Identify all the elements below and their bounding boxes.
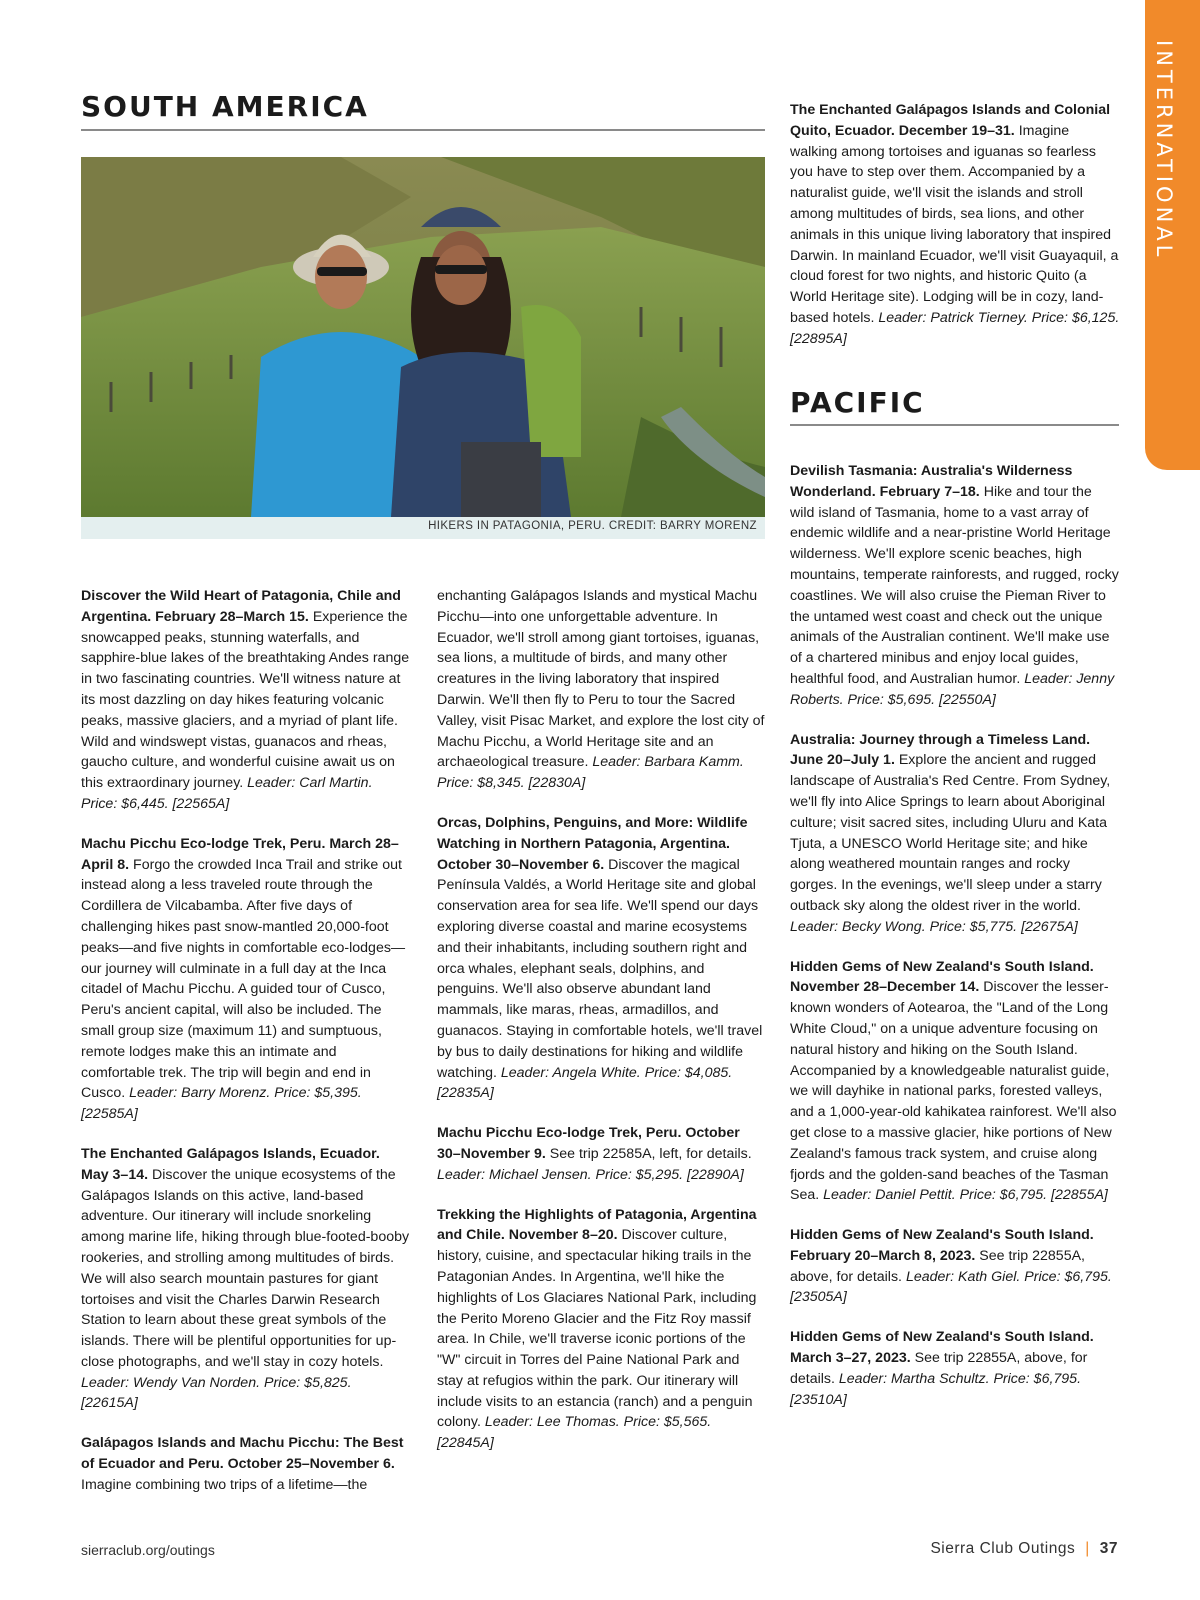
footer-url[interactable]: sierraclub.org/outings	[81, 1542, 215, 1558]
trip-description: Forgo the crowded Inca Trail and strike out instead along a less traveled route through the Cordillera de Vilcabamba. After five days of challenging hikes past snow-mantled 20,000-foot peaks—and five nights in comfortable eco-lodges—our journey will culminate in a full day at the Inca citadel of Machu Picchu. A guided tour of Cusco, Peru's ancient capital, will also be included. The small group size (maximum 11) and sumptuous, remote lodges make this an intimate and comfortable trek. The trip will begin and end in Cusco.	[81, 856, 406, 1102]
trip-entry-continued	[437, 586, 765, 794]
trip-entry	[790, 461, 1120, 711]
trip-description: Discover the lesser-known wonders of Aotearoa, the "Land of the Long White Cloud," on a unique adventure focusing on natural history and hiking on the South Island. Accompanied by a knowledgeable naturalist guide, we will dayhike in national parks, forested valleys, and a 1,000-year-old kahikatea rainforest. We'll also get close to a massive glacier, hike portions of New Zealand's famous track system, and cruise along fjords and the golden-sand beaches of the Tasman Sea.	[790, 979, 1117, 1204]
trip-description: Experience the snowcapped peaks, stunning waterfalls, and sapphire-blue lakes of the breathtaking Andes range in two fascinating countries. We'll witness nature at its most dazzling on day hikes featuring volcanic peaks, massive glaciers, and a myriad of plant life. Wild and windswept vistas, guanacos and rheas, gaucho culture, and wonderful cuisine await us on this extraordinary journey.	[81, 608, 410, 792]
trip-leader-price: Leader: Michael Jensen. Price: $5,295. [22890A]	[437, 1166, 744, 1183]
trip-leader-price: Leader: Lee Thomas. Price: $5,565. [22845A]	[437, 1414, 712, 1452]
trip-entry	[81, 1144, 411, 1414]
footer-separator: |	[1085, 1540, 1090, 1557]
south-america-heading: SOUTH AMERICA	[81, 90, 369, 123]
trip-entry	[81, 834, 411, 1125]
trip-entry	[790, 957, 1120, 1207]
trip-title: Hidden Gems of New Zealand's South Island. November 28–December 14.	[790, 958, 1094, 996]
trip-entry	[790, 1327, 1120, 1410]
trip-title: Machu Picchu Eco-lodge Trek, Peru. March 28–April 8.	[81, 835, 399, 873]
column-3-pacific	[790, 461, 1120, 1429]
trip-leader-price: Leader: Kath Giel. Price: $6,795. [23505A]	[790, 1268, 1112, 1306]
trip-description: See trip 22585A, left, for details.	[549, 1145, 752, 1162]
trip-description: Imagine walking among tortoises and iguanas so fearless you have to step over them. Accompanied by a naturalist guide, we'll visit the islands and stroll among multitudes of birds, sea lions, and other animals in this unique living laboratory that inspired Darwin. In mainland Ecuador, we'll visit Guayaquil, a cloud forest for two nights, and historic Quito (a World Heritage site). Lodging will be in cozy, land-based hotels.	[790, 122, 1119, 326]
column-2	[437, 586, 765, 1473]
section-tab-label: INTERNATIONAL	[1152, 40, 1176, 261]
publication-name: Sierra Club Outings	[930, 1540, 1076, 1557]
page-number: 37	[1099, 1540, 1118, 1557]
trip-leader-price: Leader: Wendy Van Norden. Price: $5,825. [22615A]	[81, 1374, 352, 1412]
trip-title: Devilish Tasmania: Australia's Wilderness Wonderland. February 7–18.	[790, 463, 1073, 500]
trip-leader-price: Leader: Becky Wong. Price: $5,775. [22675A]	[790, 918, 1078, 935]
trip-title: The Enchanted Galápagos Islands, Ecuador. May 3–14.	[81, 1145, 380, 1183]
trip-description: Discover the magical Península Valdés, a World Heritage site and global conservation area for sea life. We'll spend our days exploring diverse coastal and marine ecosystems and their inhabitants, including southern right and orca whales, elephant seals, dolphins, and penguins. We'll also observe abundant land mammals, like maras, rheas, armadillos, and guanacos. Staying in comfortable hotels, we'll travel by bus to daily destinations for hiking and wildlife watching.	[437, 856, 763, 1081]
trip-leader-price: Leader: Barbara Kamm. Price: $8,345. [22830A]	[437, 754, 744, 792]
trip-description: See trip 22855A, above, for details.	[790, 1350, 1088, 1387]
trip-description: Discover culture, history, cuisine, and spectacular hiking trails in the Patagonian Andes. In Argentina, we'll hike the highlights of Los Glaciares National Park, including the Perito Moreno Glacier and the Fitz Roy massif area. In Chile, we'll traverse iconic portions of the "W" circuit in Torres del Paine National Park and stay at refugios within the park. Our itinerary will include visits to an estancia (ranch) and a penguin colony.	[437, 1227, 757, 1431]
trip-leader-price: Leader: Daniel Pettit. Price: $6,795. [22855A]	[823, 1187, 1108, 1204]
trip-title: The Enchanted Galápagos Islands and Colonial Quito, Ecuador. December 19–31.	[790, 102, 1111, 139]
south-america-rule	[81, 129, 765, 131]
trip-entry	[790, 730, 1120, 938]
trip-title: Discover the Wild Heart of Patagonia, Chile and Argentina. February 28–March 15.	[81, 588, 401, 625]
trip-title: Trekking the Highlights of Patagonia, Argentina and Chile. November 8–20.	[437, 1206, 757, 1244]
trip-title: Hidden Gems of New Zealand's South Island. February 20–March 8, 2023.	[790, 1227, 1094, 1264]
column-3-top	[790, 100, 1120, 369]
trip-leader-price: Leader: Angela White. Price: $4,085. [22835A]	[437, 1064, 733, 1102]
hikers-photo	[81, 157, 765, 517]
trip-leader-price: Leader: Barry Morenz. Price: $5,395. [22585A]	[81, 1085, 362, 1123]
pacific-heading: PACIFIC	[790, 386, 925, 419]
column-1	[81, 586, 411, 1515]
trip-title: Galápagos Islands and Machu Picchu: The Best of Ecuador and Peru. October 25–November 6.	[81, 1435, 404, 1473]
trip-title: Machu Picchu Eco-lodge Trek, Peru. October 30–November 9.	[437, 1125, 740, 1162]
trip-title: Orcas, Dolphins, Penguins, and More: Wildlife Watching in Northern Patagonia, Argentina. October 30–November 6.	[437, 814, 748, 873]
trip-leader-price: Leader: Martha Schultz. Price: $6,795. [23510A]	[790, 1370, 1082, 1408]
trip-entry	[437, 1205, 765, 1455]
trip-entry	[81, 1433, 411, 1495]
trip-leader-price: Leader: Patrick Tierney. Price: $6,125. [22895A]	[790, 309, 1120, 347]
trip-title: Australia: Journey through a Timeless Land. June 20–July 1.	[790, 731, 1091, 769]
trip-description: enchanting Galápagos Islands and mystical Machu Picchu—into one unforgettable adventure. In Ecuador, we'll stroll among giant tortoises, iguanas, sea lions, a multitude of birds, and many other creatures in the living laboratory that inspired Darwin. We'll then fly to Peru to tour the Sacred Valley, visit Pisac Market, and explore the lost city of Machu Picchu, a World Heritage site and an archaeological treasure.	[437, 588, 765, 771]
pacific-rule	[790, 424, 1119, 426]
trip-entry	[437, 1123, 765, 1185]
photo-caption: HIKERS IN PATAGONIA, PERU. CREDIT: BARRY MORENZ	[428, 520, 757, 532]
trip-leader-price: Leader: Jenny Roberts. Price: $5,695. [22550A]	[790, 670, 1115, 708]
trip-description: Imagine combining two trips of a lifetime—the	[81, 1476, 368, 1493]
trip-leader-price: Leader: Carl Martin. Price: $6,445. [22565A]	[81, 775, 373, 812]
trip-description: Hike and tour the wild island of Tasmania, home to a vast array of endemic wildlife and a near-pristine World Heritage wilderness. We'll explore scenic beaches, high mountains, temperate rainforests, and rugged, rocky coastlines. We will also cruise the Pieman River to the untamed west coast and check out the unique animals of the Australian continent. We'll make use of a chartered minibus and enjoy local guides, healthful food, and Australian humor.	[790, 483, 1119, 687]
footer-publication-info	[930, 1540, 1118, 1558]
trip-description: See trip 22855A, above, for details.	[790, 1247, 1085, 1285]
trip-description: Explore the ancient and rugged landscape of Australia's Red Centre. From Sydney, we'll fly into Alice Springs to learn about Aboriginal culture; visit sacred sites, including Uluru and Kata Tjuta, a UNESCO World Heritage site; and hike along weathered mountain ranges and rocky gorges. In the evenings, we'll sleep under a starry outback sky along the oldest river in the world.	[790, 752, 1111, 914]
trip-entry	[790, 1225, 1120, 1308]
trip-entry	[81, 586, 411, 815]
photo-caption-bar	[81, 517, 765, 539]
trip-entry	[437, 813, 765, 1104]
trip-entry	[790, 100, 1120, 350]
trip-description: Discover the unique ecosystems of the Galápagos Islands on this active, land-based adventure. Our itinerary will include snorkeling among marine life, hiking through blue-footed-booby rookeries, and strolling among multitudes of birds. We will also search mountain pastures for giant tortoises and visit the Charles Darwin Research Station to learn about these great symbols of the islands. There will be plentiful opportunities for up-close photographs, and we'll stay in cozy hotels.	[81, 1166, 410, 1370]
trip-title: Hidden Gems of New Zealand's South Island. March 3–27, 2023.	[790, 1329, 1094, 1367]
